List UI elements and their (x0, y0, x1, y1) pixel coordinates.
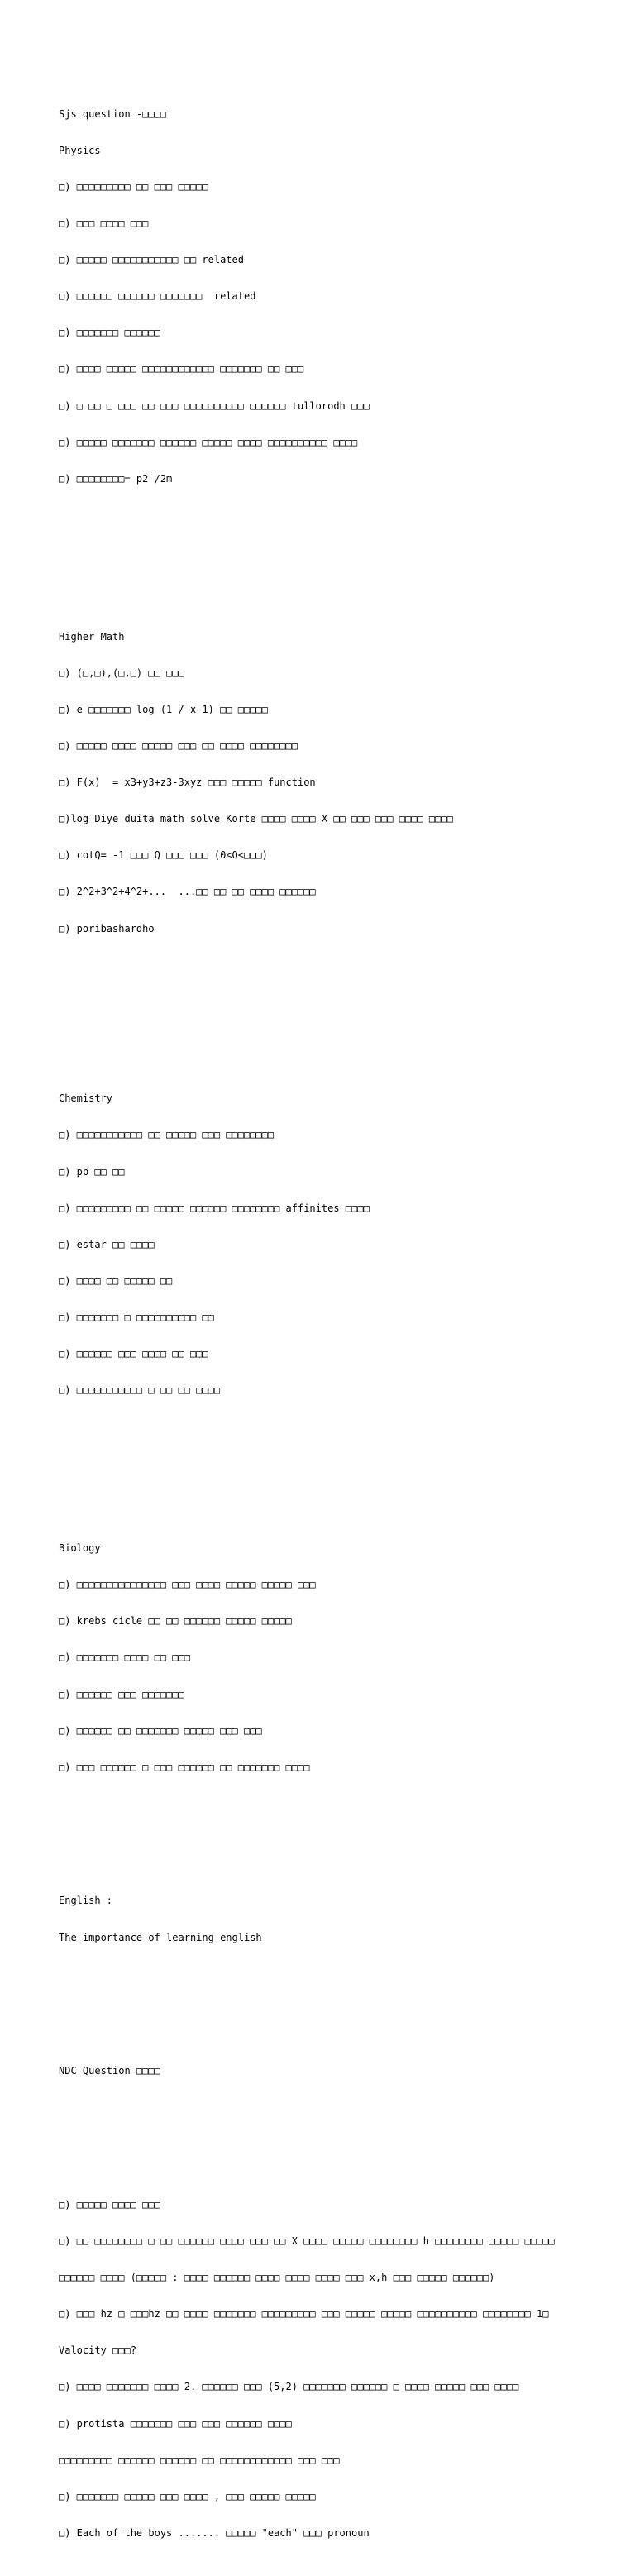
section-heading: Chemistry (59, 1092, 113, 1105)
question-line: □) □□□□□□□□□□□ □□ □□□□□ □□□ □□□□□□□□ (59, 1129, 275, 1141)
section-heading: English : (59, 1895, 113, 1907)
section-ndc-questions (59, 2175, 629, 2564)
question-line: □) □ □□ □ □□□ □□ □□□ □□□□□□□□□□ □□□□□□ tullorodh □□□ (59, 399, 370, 412)
question-line: □□□□□□ □□□□ (□□□□□ : □□□□ □□□□□□ □□□□ □□□□ □□□□ □□□ x,h □□□ □□□□□ □□□□□□) (59, 2272, 495, 2284)
question-line: □) □□□□□□□ □ □□□□□□□□□□ □□ (59, 1311, 214, 1323)
question-line: □) □□□□□□ □□□□□□ □□□□□□□ related (59, 290, 256, 303)
section-heading: Biology (59, 1542, 101, 1555)
question-line: □) e □□□□□□□ log (1 / x-1) □□ □□□□□ (59, 704, 268, 716)
question-line: □) □□□□ □□□□□ □□□□□□□□□□□□ □□□□□□□ □□ □□□ (59, 363, 304, 375)
question-line: □) □□ □□□□□□□□ □ □□ □□□□□□ □□□□ □□□ □□ X □□□□ □□□□□ □□□□□□□□ h □□□□□□□□ □□□□□ □□□□□ (59, 2235, 555, 2248)
question-line: Valocity □□□? (59, 2344, 136, 2357)
question-line: □) pb □□ □□ (59, 1165, 125, 1178)
section-physics (59, 84, 629, 570)
question-line: □) Each of the boys ....... □□□□□ "each" □□□ pronoun (59, 2526, 370, 2539)
section-english (59, 1871, 629, 2005)
question-line: □) 2^2+3^2+4^2+... ...□□ □□ □□ □□□□ □□□□□□ (59, 886, 316, 898)
section-higher-math (59, 606, 629, 1031)
question-line: The importance of learning english (59, 1931, 262, 1943)
question-line: □) □□□□□□□ □□□□□ □□□ □□□□ , □□□ □□□□□ □□□□□ (59, 2490, 316, 2502)
question-line: □) □□□□□□□□□□□□□□□ □□□ □□□□ □□□□□ □□□□□ □□□ (59, 1579, 316, 1591)
question-line: □) □□□□□□□ □□□□ □□ □□□ (59, 1651, 190, 1664)
question-line: □) F(x) = x3+y3+z3-3xyz □□□ □□□□□ function (59, 777, 316, 789)
question-line: □) □□□□□ □□□□ □□□□□ □□□ □□ □□□□ □□□□□□□□ (59, 740, 298, 753)
question-line: □□□□□□□□□ □□□□□□ □□□□□□ □□ □□□□□□□□□□□□ □□□ □□□ (59, 2454, 340, 2466)
question-line: □) □□□□ □□□□□□□ □□□□ 2. □□□□□□ □□□ (5,2) □□□□□□□ □□□□□□ □ □□□□ □□□□□ □□□ □□□□ (59, 2381, 519, 2393)
question-line: □) cotQ= -1 □□□ Q □□□ □□□ (0<Q<□□□) (59, 849, 268, 862)
section-heading: NDC Question □□□□ (59, 2065, 160, 2077)
question-line: □) □□□□□□ □□□ □□□□ □□ □□□ (59, 1348, 208, 1360)
question-line: □) □□□□□□□□□ □□ □□□ □□□□□ (59, 181, 208, 193)
question-line: □)log Diye duita math solve Korte □□□□ □□□□ X □□ □□□ □□□ □□□□ □□□□ (59, 813, 453, 825)
question-line: □) □□□ hz □ □□□hz □□ □□□□ □□□□□□□ □□□□□□□□□ □□□ □□□□□ □□□□□ □□□□□□□□□□ □□□□□□□□ 1□ (59, 2308, 549, 2320)
question-line: □) □□□ □□□□□□ □ □□□ □□□□□□ □□ □□□□□□□ □□□□ (59, 1761, 310, 1773)
question-line: □) □□□□□□ □□ □□□□□□□ □□□□□ □□□ □□□ (59, 1724, 262, 1737)
section-chemistry (59, 1068, 629, 1482)
question-line: □) □□□□□ □□□□ □□□ (59, 2198, 160, 2210)
question-line: □) □□□□□□□□□ □□ □□□□□ □□□□□□ □□□□□□□□ affinites □□□□ (59, 1202, 370, 1214)
question-line: □) □□□□ □□ □□□□□ □□ (59, 1274, 173, 1287)
question-line: □) □□□□□□□□□□□ □ □□ □□ □□□□ (59, 1384, 221, 1397)
question-line: □) □□□□□ □□□□□□□ □□□□□□ □□□□□ □□□□ □□□□□□□□□□ □□□□ (59, 436, 358, 448)
question-line: □) estar □□ □□□□ (59, 1238, 155, 1250)
question-line: □) □□□ □□□□ □□□ (59, 217, 149, 230)
question-line: □) □□□□□□□□= p2 /2m (59, 472, 173, 485)
section-heading: Higher Math (59, 630, 125, 643)
section-ndc-heading (59, 2041, 629, 2139)
question-line: □) □□□□□□ □□□ □□□□□□□ (59, 1688, 184, 1700)
document-body (59, 60, 629, 2576)
question-line: □) poribashardho (59, 922, 155, 934)
document-title: Sjs question -□□□□ (59, 108, 167, 120)
question-line: □) protista □□□□□□□ □□□ □□□ □□□□□□ □□□□ (59, 2417, 292, 2430)
question-line: □) (□,□),(□,□) □□ □□□ (59, 667, 184, 679)
section-heading: Physics (59, 144, 101, 156)
question-line: □) □□□□□ □□□□□□□□□□□ □□ related (59, 254, 244, 266)
question-line: □) □□□□□□□ □□□□□□ (59, 327, 160, 339)
section-biology (59, 1518, 629, 1834)
question-line: □) krebs cicle □□ □□ □□□□□□ □□□□□ □□□□□ (59, 1615, 292, 1627)
